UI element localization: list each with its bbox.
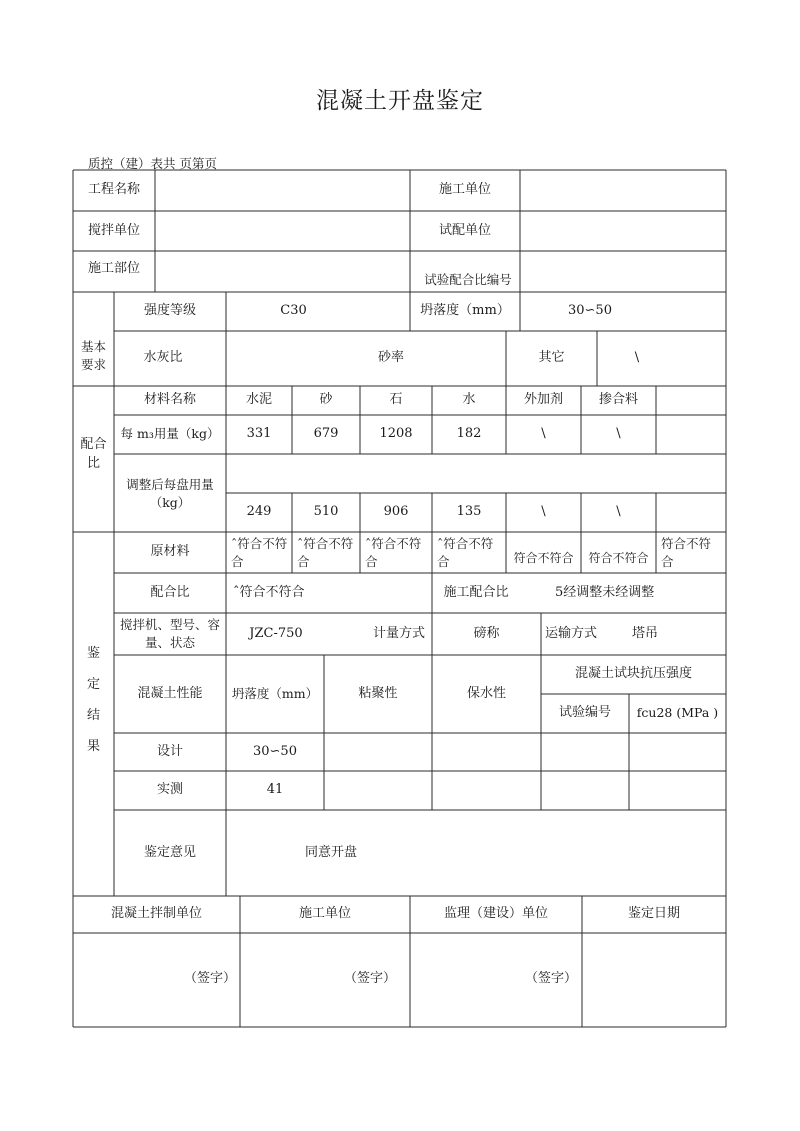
signature-supervision-unit: （签字） [524, 970, 577, 986]
transport-value: 塔吊 [631, 625, 658, 641]
other-label: 其它 [538, 350, 565, 366]
mix-ratio-section: 配合比 [80, 437, 107, 471]
raw-material-admixture: 符合不符合 [513, 551, 574, 566]
mixing-unit-label: 搅拌单位 [87, 222, 140, 238]
construction-unit-label: 施工单位 [438, 182, 491, 198]
raw-material-additive: 符合不符合 [588, 551, 649, 566]
material-stone: 石 [389, 392, 403, 408]
footer-supervision-unit-label: 监理（建设）单位 [443, 906, 548, 922]
mix-ratio-check-value: ˆ符合不符合 [233, 584, 305, 600]
adjusted-water: 135 [456, 504, 482, 520]
footer-mixing-unit-label: 混凝土拌制单位 [110, 906, 202, 922]
adjusted-admixture: \ [541, 504, 546, 520]
design-retention-field[interactable] [432, 733, 541, 771]
compressive-strength-label: 混凝土试块抗压强度 [574, 666, 692, 682]
adjusted-additive: \ [616, 504, 621, 520]
strength-grade-label: 强度等级 [143, 303, 196, 319]
mix-ratio-no-label: 试验配合比编号 [424, 271, 512, 287]
form-number: 质控（建）表共 页第页 [88, 156, 217, 171]
raw-material-sand: ˆ符合不符合 [297, 536, 354, 569]
per-m3-stone: 1208 [379, 426, 413, 442]
material-additive: 掺合料 [598, 392, 638, 408]
design-cohesion-field[interactable] [324, 733, 432, 771]
measured-cohesion-field[interactable] [324, 771, 432, 810]
date-field[interactable] [582, 933, 726, 1027]
water-retention-label: 保水性 [466, 685, 506, 701]
adjusted-sand: 510 [313, 504, 339, 520]
design-slump-value: 30∽50 [253, 743, 297, 759]
material-cement: 水泥 [245, 392, 272, 408]
design-label: 设计 [156, 743, 183, 759]
basic-requirements-section: 基本要求 [80, 338, 106, 372]
mix-ratio-check-label: 配合比 [150, 584, 190, 600]
result-section: 鉴定结果 [87, 645, 101, 755]
per-m3-additive: \ [616, 426, 621, 442]
opinion-value: 同意开盘 [304, 844, 357, 860]
sand-ratio-label: 砂率 [377, 350, 404, 366]
opinion-label: 鉴定意见 [143, 844, 196, 860]
trial-mix-unit-label: 试配单位 [438, 222, 491, 238]
material-admixture: 外加剂 [523, 392, 563, 408]
construction-mix-value: 5经调整未经调整 [555, 584, 655, 600]
material-water: 水 [462, 392, 476, 408]
signature-construction-unit: （签字） [343, 970, 396, 986]
mixing-unit-field[interactable] [155, 211, 410, 251]
measured-retention-field[interactable] [432, 771, 541, 810]
per-m3-cement: 331 [246, 426, 272, 442]
other-value: \ [634, 350, 640, 366]
metering-value: 磅称 [473, 625, 500, 641]
construction-unit-field[interactable] [520, 170, 726, 211]
measured-slump-value: 41 [266, 782, 284, 798]
per-m3-sand: 679 [313, 426, 339, 442]
project-name-field[interactable] [155, 170, 410, 211]
raw-material-label: 原材料 [150, 544, 190, 560]
per-m3-admixture: \ [541, 426, 546, 442]
footer-date-label: 鉴定日期 [627, 906, 680, 922]
material-name-label: 材料名称 [143, 392, 196, 408]
raw-material-other: 符合不符合 [661, 536, 712, 569]
per-m3-water: 182 [456, 426, 482, 442]
wc-ratio-label: 水灰比 [143, 350, 183, 366]
mixer-label: 搅拌机、型号、容量、状态 [120, 616, 221, 650]
strength-grade-value: C30 [280, 303, 307, 319]
slump-label: 坍落度（mm） [420, 303, 510, 319]
transport-label: 运输方式 [544, 625, 597, 641]
construction-part-label: 施工部位 [87, 260, 140, 276]
raw-material-water: ˆ符合不符合 [437, 536, 494, 569]
mixer-value: JZC-750 [249, 625, 303, 641]
metering-label: 计量方式 [372, 625, 425, 641]
raw-material-cement: ˆ符合不符合 [231, 536, 288, 569]
footer-construction-unit-label: 施工单位 [298, 906, 351, 922]
adjusted-label: 调整后每盘用量（kg） [126, 476, 214, 510]
raw-material-stone: ˆ符合不符合 [365, 536, 422, 569]
construction-part-field[interactable] [155, 251, 410, 292]
document-title: 混凝土开盘鉴定 [316, 88, 484, 114]
signature-mixing-unit: （签字） [183, 970, 236, 986]
adjusted-stone: 906 [383, 504, 409, 520]
project-name-label: 工程名称 [87, 182, 140, 198]
adjusted-cement: 249 [246, 504, 272, 520]
measured-label: 实测 [156, 782, 183, 798]
performance-label: 混凝土性能 [137, 685, 203, 701]
trial-mix-unit-field[interactable] [520, 211, 726, 251]
cohesion-label: 粘聚性 [358, 685, 398, 701]
per-m3-label: 每 m₃用量（kg） [120, 426, 220, 442]
test-no-label: 试验编号 [558, 705, 611, 721]
construction-mix-label: 施工配合比 [443, 584, 509, 600]
mix-ratio-no-field[interactable] [526, 251, 726, 292]
fcu-label: fcu28 (MPa ) [636, 705, 719, 721]
slump-value: 30∽50 [568, 303, 612, 319]
material-sand: 砂 [319, 392, 333, 408]
performance-slump-label: 坍落度（mm） [231, 685, 319, 701]
